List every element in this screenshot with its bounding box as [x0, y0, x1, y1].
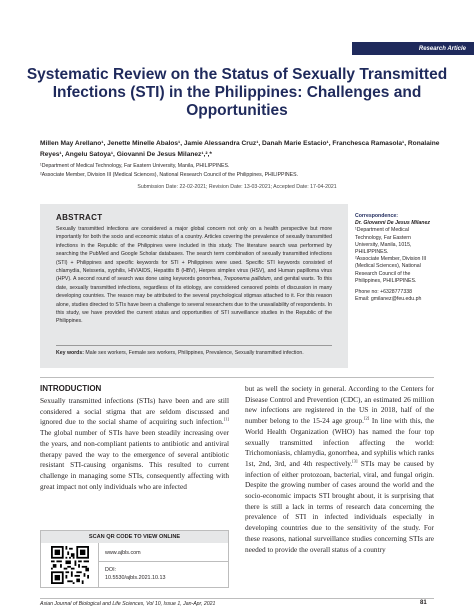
introduction-heading: INTRODUCTION: [40, 384, 102, 393]
citation-marker[interactable]: [1]: [223, 416, 229, 422]
keywords-label: Key words:: [56, 350, 84, 356]
keywords: [56, 349, 332, 357]
abstract-body: [56, 225, 332, 337]
qr-divider: [98, 543, 99, 588]
article-type-banner: [352, 42, 474, 55]
correspondence-email[interactable]: Email: gmilanez@feu.edu.ph: [355, 296, 422, 303]
correspondence-block: [355, 213, 434, 303]
citation-marker[interactable]: [2]: [363, 415, 370, 421]
affiliation-2: ²Associate Member, Division III (Medical Sciences), National Research Council of the Philippines, PHILIPPINES.: [40, 172, 299, 178]
abstract-heading: ABSTRACT: [56, 213, 103, 222]
qr-panel: [40, 530, 229, 588]
affiliation-1: ¹Department of Medical Technology, Far Eastern University, Manila, PHILIPPINES.: [40, 163, 230, 169]
correspondence-phone: Phone no: +6328777338: [355, 289, 412, 296]
affiliations: [40, 162, 460, 180]
correspondence-affiliation-2: ²Associate Member, Division III (Medical Sciences), National Research Council of the Philippines, PHILIPPINES.: [355, 256, 427, 284]
qr-heading: SCAN QR CODE TO VIEW ONLINE: [41, 531, 228, 543]
abstract-divider: [56, 345, 332, 346]
abstract-italic-term: Treponema pallidum: [223, 276, 271, 283]
article-title: Systematic Review on the Status of Sexually Transmitted Infections (STI) in the Philippines: Challenges and Opportunities: [26, 66, 448, 119]
abstract-text-part-1: Sexually transmitted infections are considered a major global concern not only on a health perspective but more importantly for both the socio and economic status of a country. Articles covering the prevalence of sexually transmitted infections in the Republic of the Philippines were included in this study. The literature search was performed by searching the PubMed and Google Scholar databases. The search term combination of sexually transmitted infections (STI) + Philippines and specific keywords for STI + Philippines were used. Specific STI keywords consisted of chlamydia, Neisseria, syphilis, HIV/AIDS, Hepatitis B (HBV), Herpes simplex virus (HSV), and Human papilloma virus (HPV). A second round of search was done using keywords gonorrhea,: [56, 226, 332, 283]
author-list: Millen May Arellano¹, Jenette Minelle Abalos¹, Jamie Alessandra Cruz¹, Danah Marie Estacio¹, Franchesca Ramasola¹, Ronalaine Reyes¹, Angelu Satoya¹, Giovanni De Jesus Milanez¹,²,*: [40, 140, 440, 158]
qr-code-icon[interactable]: [51, 546, 89, 584]
correspondence-affiliation-1: ¹Department of Medical Technology, Far Eastern University, Manila, 1015, PHILIPPINES.: [355, 227, 412, 256]
doi-label: DOI:: [105, 567, 117, 573]
journal-website-link[interactable]: www.ajbls.com: [105, 550, 141, 556]
abstract-text-part-2: , and genital warts. To this date, sexually transmitted infections, regardless of its etiology, are considered censored points of discussion in many developing countries. The reason may be attributed to the several psychological stigmas attached to it. For this reason alone, studies directed to STIs have been a challenge to several researchers due to the unavailability of respondents. In this study, we have provided the current status and opportunities of STI surveillance studies in the Republic of the Philippines.: [56, 276, 332, 325]
section-divider: [40, 377, 434, 378]
correspondence-heading: Correspondence:: [355, 213, 398, 219]
doi-block: [105, 566, 166, 582]
article-type-label: Research Article: [418, 45, 466, 52]
page-number: 81: [420, 600, 427, 606]
journal-citation: Asian Journal of Biological and Life Sciences, Vol 10, Issue 1, Jan-Apr, 2021: [40, 601, 216, 607]
qr-hr: [98, 561, 228, 562]
introduction-column-2: but as well the society in general. According to the Centers for Disease Control and Prevention (CDC), an estimated 26 million new infections are registered in the US in 2018, half of the number belong to the 15-24 age group.[2] In line with this, the World Health Organization (WHO) has named the four top sexually transmitted infection affecting the world: Trichomoniasis, chlamydia, gonorrhea, and syphilis which ranks 1st, 2nd, 3rd, and 4th respectively.[3] STIs may be caused by infection of either protozoan, bacterial, viral, and fungal origin. Despite the growing number of cases around the world and the socio-economic impacts STI brought about, it is surprising that there is still a lack in terms of research data concerning the prevalence of STI in infected individuals especially in developing countries due to the sensitivity of the study. For these reasons, national surveillance studies concerning STIs are needed to provide the overall status of a country: [245, 384, 434, 554]
footer-divider: [40, 598, 434, 599]
citation-marker[interactable]: [3]: [352, 458, 358, 464]
correspondence-name: Dr. Giovanni De Jesus Milanez: [355, 220, 430, 227]
submission-dates: Submission Date: 22-02-2021; Revision Date: 13-03-2021; Accepted Date: 17-04-2021: [137, 184, 337, 190]
introduction-column-1: Sexually transmitted infections (STIs) have been and are still considered a social stigma that are seldom discussed and ignored due to the social shame of acquiring such infection.[1] The global number of STIs have been steadily increasing over the years, and non-compliant patients to antibiotic and antiviral therapy paved the way to the emergence of several antibiotic resistant STI-causing organisms. This resulted to current challenge in managing some STIs, consequently affecting with great impact not only individuals who are infected: [40, 396, 229, 491]
keywords-text: Male sex workers, Female sex workers, Philippines, Prevalence, Sexually transmitted infection.: [85, 350, 304, 356]
doi-link[interactable]: 10.5530/ajbls.2021.10.13: [105, 575, 166, 581]
